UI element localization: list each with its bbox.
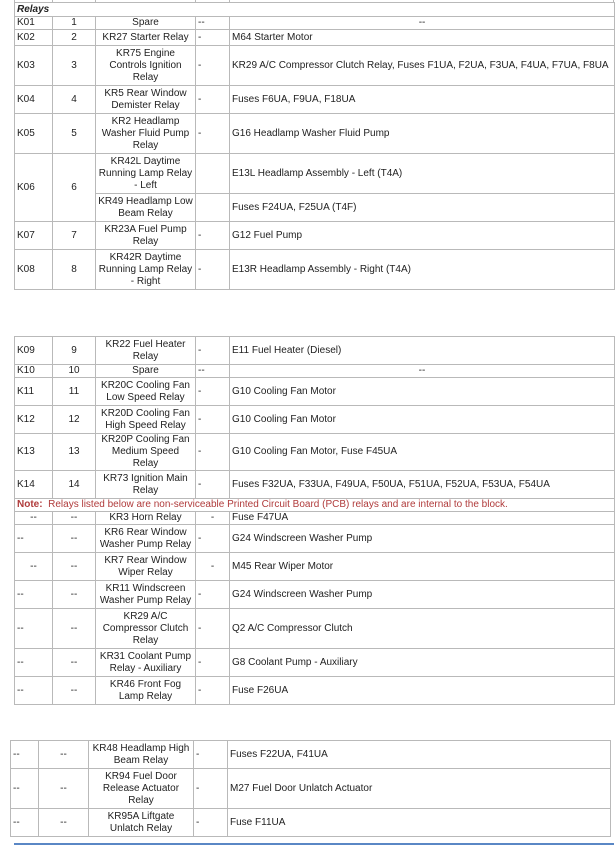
table-row <box>15 17 615 30</box>
table-row <box>11 769 611 809</box>
mark-cell: - <box>196 471 230 499</box>
circuit-cell: E13L Headlamp Assembly - Left (T4A) <box>230 154 615 194</box>
circuit-cell: G10 Cooling Fan Motor <box>230 378 615 406</box>
mark-cell: - <box>196 46 230 86</box>
bottom-divider <box>14 843 614 845</box>
number-cell: -- <box>53 525 96 553</box>
relays-table-2 <box>0 336 615 705</box>
relay-cell: Spare <box>96 365 196 378</box>
number-cell: 14 <box>53 471 96 499</box>
table-row <box>15 609 615 649</box>
note-text-cell <box>15 499 615 512</box>
mark-cell: - <box>196 512 230 525</box>
mark-cell: - <box>196 30 230 46</box>
mark-cell: - <box>196 581 230 609</box>
position-cell: K13 <box>15 434 53 471</box>
table-row <box>15 471 615 499</box>
table-row <box>15 194 615 222</box>
circuit-cell: M64 Starter Motor <box>230 30 615 46</box>
relay-cell: KR31 Coolant Pump Relay - Auxiliary <box>96 649 196 677</box>
circuit-cell: M45 Rear Wiper Motor <box>230 553 615 581</box>
number-cell: 5 <box>53 114 96 154</box>
note-label: Note: <box>17 499 43 510</box>
mark-cell: - <box>196 609 230 649</box>
relay-cell: KR46 Front Fog Lamp Relay <box>96 677 196 705</box>
position-cell: -- <box>11 741 39 769</box>
relay-cell: KR42R Daytime Running Lamp Relay - Right <box>96 250 196 290</box>
table-row <box>15 250 615 290</box>
mark-cell: - <box>194 769 228 809</box>
table-row <box>15 365 615 378</box>
note-row <box>15 499 615 512</box>
number-cell: -- <box>53 581 96 609</box>
position-cell: -- <box>11 769 39 809</box>
position-cell: K05 <box>15 114 53 154</box>
circuit-cell: G16 Headlamp Washer Fluid Pump <box>230 114 615 154</box>
relay-cell: KR20C Cooling Fan Low Speed Relay <box>96 378 196 406</box>
number-cell: 7 <box>53 222 96 250</box>
position-cell: K01 <box>15 17 53 30</box>
number-cell: 1 <box>53 17 96 30</box>
position-cell: K02 <box>15 30 53 46</box>
relay-cell: KR20P Cooling Fan Medium Speed Relay <box>96 434 196 471</box>
table-row <box>15 46 615 86</box>
circuit-cell: G8 Coolant Pump - Auxiliary <box>230 649 615 677</box>
note-text: Relays listed below are non-serviceable Printed Circuit Board (PCB) relays and are internal to the block. <box>48 499 508 510</box>
relay-cell: KR49 Headlamp Low Beam Relay <box>96 194 196 222</box>
relay-cell: KR20D Cooling Fan High Speed Relay <box>96 406 196 434</box>
relay-cell: KR2 Headlamp Washer Fluid Pump Relay <box>96 114 196 154</box>
mark-cell: - <box>196 250 230 290</box>
number-cell: -- <box>53 512 96 525</box>
circuit-cell: Fuse F47UA <box>230 512 615 525</box>
circuit-cell: E13R Headlamp Assembly - Right (T4A) <box>230 250 615 290</box>
relay-cell: KR11 Windscreen Washer Pump Relay <box>96 581 196 609</box>
position-cell: -- <box>15 649 53 677</box>
number-cell: 12 <box>53 406 96 434</box>
number-cell: -- <box>39 769 89 809</box>
table-row <box>15 512 615 525</box>
position-cell: -- <box>15 512 53 525</box>
circuit-cell: Q2 A/C Compressor Clutch <box>230 609 615 649</box>
mark-cell: - <box>196 434 230 471</box>
table-row <box>15 154 615 194</box>
number-cell: -- <box>39 809 89 837</box>
position-cell: -- <box>15 553 53 581</box>
mark-cell: - <box>196 86 230 114</box>
circuit-cell: KR29 A/C Compressor Clutch Relay, Fuses F1UA, F2UA, F3UA, F4UA, F7UA, F8UA <box>230 46 615 86</box>
number-cell: 13 <box>53 434 96 471</box>
position-cell: -- <box>15 677 53 705</box>
position-cell: K08 <box>15 250 53 290</box>
table-row <box>15 406 615 434</box>
mark-cell <box>196 154 230 194</box>
table-row <box>11 809 611 837</box>
position-cell: K12 <box>15 406 53 434</box>
circuit-cell: Fuses F32UA, F33UA, F49UA, F50UA, F51UA, F52UA, F53UA, F54UA <box>230 471 615 499</box>
circuit-cell: -- <box>230 365 615 378</box>
position-cell: -- <box>15 525 53 553</box>
circuit-cell: M27 Fuel Door Unlatch Actuator <box>228 769 611 809</box>
table-row <box>15 581 615 609</box>
relay-cell: KR73 Ignition Main Relay <box>96 471 196 499</box>
position-cell: -- <box>15 609 53 649</box>
table-row <box>15 114 615 154</box>
relay-cell: KR75 Engine Controls Ignition Relay <box>96 46 196 86</box>
table-row <box>15 86 615 114</box>
circuit-cell: -- <box>230 17 615 30</box>
position-cell: -- <box>15 581 53 609</box>
relay-cell: KR48 Headlamp High Beam Relay <box>89 741 194 769</box>
table-row <box>11 741 611 769</box>
section-title: Relays <box>15 3 615 17</box>
number-cell: 6 <box>53 154 96 222</box>
mark-cell: - <box>196 114 230 154</box>
number-cell: -- <box>39 741 89 769</box>
number-cell: 2 <box>53 30 96 46</box>
number-cell: -- <box>53 609 96 649</box>
table-row <box>15 30 615 46</box>
mark-cell: - <box>196 337 230 365</box>
mark-cell: - <box>196 222 230 250</box>
number-cell: 9 <box>53 337 96 365</box>
number-cell: -- <box>53 677 96 705</box>
position-cell: K11 <box>15 378 53 406</box>
number-cell: 10 <box>53 365 96 378</box>
table-row <box>15 222 615 250</box>
section-header-row <box>15 3 615 17</box>
relay-cell: KR7 Rear Window Wiper Relay <box>96 553 196 581</box>
mark-cell: - <box>196 677 230 705</box>
circuit-cell: Fuse F11UA <box>228 809 611 837</box>
mark-cell: -- <box>196 17 230 30</box>
relay-cell: KR42L Daytime Running Lamp Relay - Left <box>96 154 196 194</box>
mark-cell: - <box>194 809 228 837</box>
mark-cell: - <box>196 378 230 406</box>
table-row <box>15 378 615 406</box>
mark-cell: - <box>196 649 230 677</box>
mark-cell: - <box>196 406 230 434</box>
circuit-cell: E11 Fuel Heater (Diesel) <box>230 337 615 365</box>
number-cell: 11 <box>53 378 96 406</box>
relay-cell: Spare <box>96 17 196 30</box>
relay-cell: KR3 Horn Relay <box>96 512 196 525</box>
number-cell: 8 <box>53 250 96 290</box>
position-cell: K09 <box>15 337 53 365</box>
number-cell: -- <box>53 553 96 581</box>
circuit-cell: Fuse F26UA <box>230 677 615 705</box>
table-row <box>15 337 615 365</box>
circuit-cell: G10 Cooling Fan Motor, Fuse F45UA <box>230 434 615 471</box>
relay-cell: KR95A Liftgate Unlatch Relay <box>89 809 194 837</box>
relay-cell: KR27 Starter Relay <box>96 30 196 46</box>
mark-cell: - <box>196 553 230 581</box>
number-cell: 4 <box>53 86 96 114</box>
table-row <box>15 525 615 553</box>
relay-cell: KR29 A/C Compressor Clutch Relay <box>96 609 196 649</box>
circuit-cell: Fuses F6UA, F9UA, F18UA <box>230 86 615 114</box>
circuit-cell: G24 Windscreen Washer Pump <box>230 581 615 609</box>
circuit-cell: G24 Windscreen Washer Pump <box>230 525 615 553</box>
relay-cell: KR23A Fuel Pump Relay <box>96 222 196 250</box>
position-cell: K14 <box>15 471 53 499</box>
relays-table-1 <box>0 2 615 290</box>
position-cell: -- <box>11 809 39 837</box>
table-row <box>15 649 615 677</box>
relay-cell: KR22 Fuel Heater Relay <box>96 337 196 365</box>
relay-cell: KR5 Rear Window Demister Relay <box>96 86 196 114</box>
position-cell: K03 <box>15 46 53 86</box>
table-row <box>15 434 615 471</box>
circuit-cell: Fuses F22UA, F41UA <box>228 741 611 769</box>
mark-cell: - <box>196 525 230 553</box>
position-cell: K07 <box>15 222 53 250</box>
relay-cell: KR6 Rear Window Washer Pump Relay <box>96 525 196 553</box>
table-row <box>15 553 615 581</box>
circuit-cell: G10 Cooling Fan Motor <box>230 406 615 434</box>
circuit-cell: Fuses F24UA, F25UA (T4F) <box>230 194 615 222</box>
table-row <box>15 677 615 705</box>
number-cell: 3 <box>53 46 96 86</box>
mark-cell: -- <box>196 365 230 378</box>
mark-cell <box>196 194 230 222</box>
number-cell: -- <box>53 649 96 677</box>
position-cell: K06 <box>15 154 53 222</box>
mark-cell: - <box>194 741 228 769</box>
position-cell: K04 <box>15 86 53 114</box>
relay-cell: KR94 Fuel Door Release Actuator Relay <box>89 769 194 809</box>
circuit-cell: G12 Fuel Pump <box>230 222 615 250</box>
relays-table-3 <box>0 740 611 837</box>
position-cell: K10 <box>15 365 53 378</box>
